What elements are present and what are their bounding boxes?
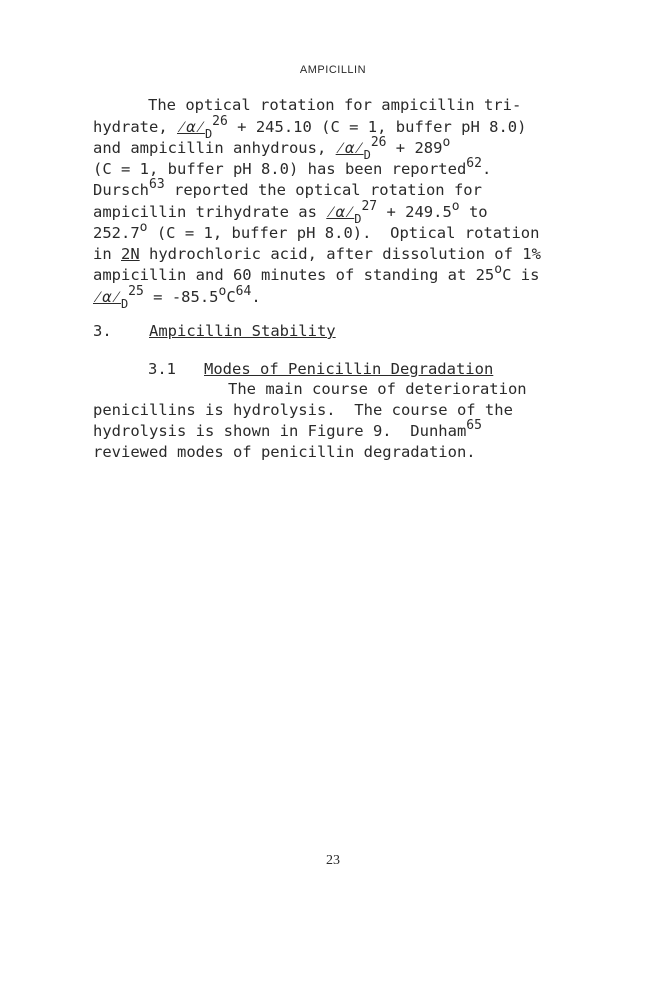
text-line: Dursch$^{63}$ reported the optical rotation for	[93, 177, 482, 199]
specific-rotation-symbol: ⁄α⁄	[326, 203, 355, 221]
section-heading-stability	[93, 322, 336, 340]
section-number: 3.	[93, 322, 112, 340]
subsection-heading-degradation	[148, 360, 493, 378]
text-line: The optical rotation for ampicillin tri-	[148, 96, 522, 114]
reference-62: 62	[466, 156, 482, 171]
subsection-title: Modes of Penicillin Degradation	[204, 360, 494, 378]
text-line: The main course of deterioration	[228, 380, 527, 398]
section-title: Ampicillin Stability	[149, 322, 336, 340]
reference-63: 63	[149, 177, 165, 192]
text-line: (C = 1, buffer pH 8.0) has been reported$^{62}$.	[93, 156, 492, 178]
text-line: hydrolysis is shown in Figure 9. Dunham$^{65}$	[93, 418, 482, 440]
page-number: 23	[326, 853, 340, 868]
text-line: ampicillin and 60 minutes of standing at 25$^o$C is	[93, 262, 540, 284]
text-line: penicillins is hydrolysis. The course of the	[93, 401, 513, 419]
subsection-number: 3.1	[148, 360, 176, 378]
reference-65: 65	[466, 418, 482, 433]
running-head: AMPICILLIN	[299, 64, 367, 76]
specific-rotation-symbol: ⁄α⁄	[93, 288, 121, 306]
specific-rotation-symbol: ⁄α⁄	[335, 139, 364, 157]
reference-64: 64	[235, 284, 252, 299]
text-line: hydrate, $⁄\alpha⁄_D^{26} + 245.10$ (C = 1, buffer pH 8.0)	[93, 114, 527, 141]
text-line: $⁄\alpha⁄_D^{25} = -85.5^oC^{64}$.	[93, 284, 261, 311]
text-line: 252.7$^o$ (C = 1, buffer pH 8.0). Optical rotation	[93, 220, 540, 242]
text-line: in 2N hydrochloric acid, after dissolution of 1%	[93, 245, 541, 263]
text-line: reviewed modes of penicillin degradation.	[93, 443, 476, 461]
specific-rotation-symbol: ⁄α⁄	[177, 118, 205, 136]
text-line: ampicillin trihydrate as $⁄\alpha⁄_D^{27} + 249.5^o$ to	[93, 199, 488, 226]
text-line: and ampicillin anhydrous, $⁄\alpha⁄_D^{26} + 289^o$	[93, 135, 451, 162]
